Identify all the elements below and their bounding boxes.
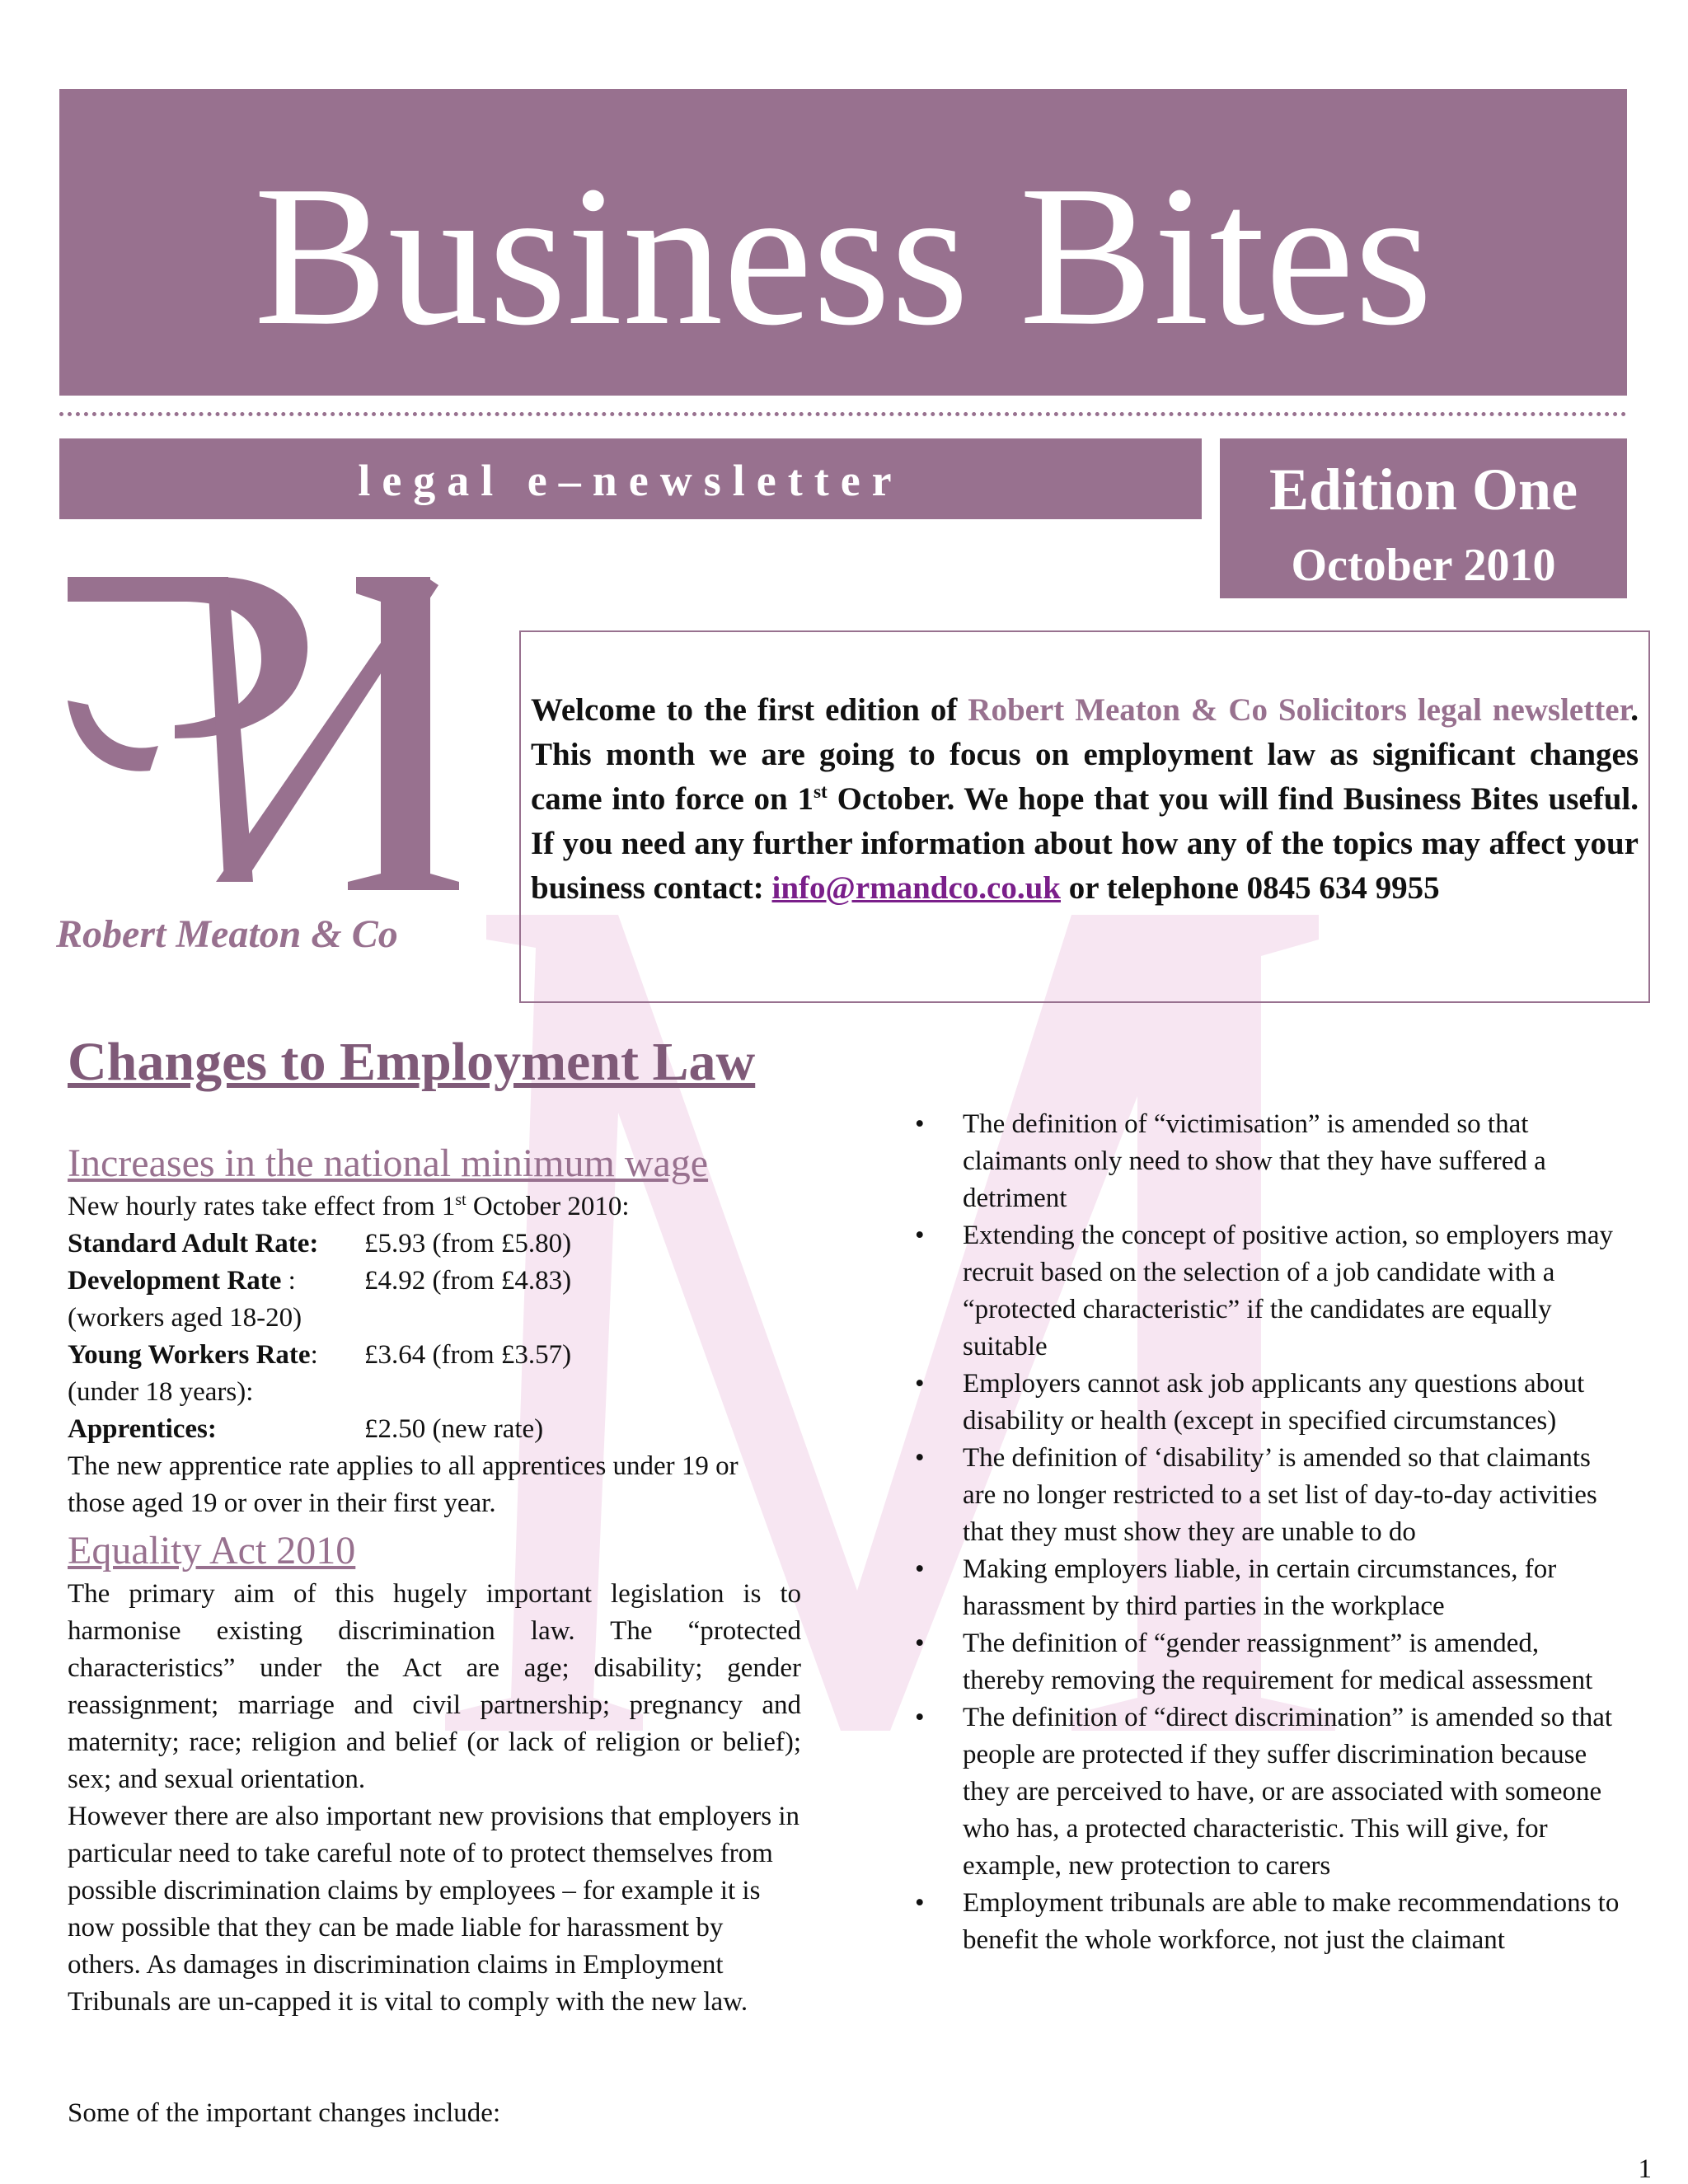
rate-value: £2.50 (new rate) [364, 1414, 544, 1444]
list-item: • The definition of ‘disability’ is amended so that claimants are no longer restricted to a set list of day-to-day activities that they must show they are unable to do [915, 1440, 1624, 1551]
minimum-wage-subheading: Increases in the national minimum wage [68, 1141, 709, 1185]
page-number: 1 [1638, 2154, 1652, 2184]
rate-label-row [68, 1263, 296, 1300]
equality-act-subheading: Equality Act 2010 [68, 1529, 356, 1572]
email-link[interactable]: info@rmandco.co.uk [771, 870, 1061, 906]
rate-label-suffix: : [310, 1340, 318, 1370]
wage-intro-text: New hourly rates take effect from 1 [68, 1192, 456, 1221]
subtitle-bar [59, 438, 1202, 519]
article-heading: Changes to Employment Law [68, 1032, 756, 1092]
firm-name-link-text: Robert Meaton & Co Solicitors legal newsletter [968, 692, 1631, 728]
list-item: • Extending the concept of positive action, so employers may recruit based on the selection of a job candidate with a “protected characteristic” if the candidates are equally suitable [915, 1217, 1624, 1366]
rm-logo-icon [51, 569, 463, 890]
edition-date: October 2010 [1291, 540, 1556, 591]
rate-label-row [68, 1337, 318, 1374]
ordinal-suffix: st [813, 781, 828, 803]
equality-paragraph: However there are also important new provisions that employers in particular need to take careful note of to protect themselves from possible discrimination claims by employees – for example it is now possible that they can be made liable for harassment by others. As damages in discrimination claims in Employment Tribunals are un-capped it is vital to comply with the new law. [68, 1802, 800, 2017]
dotted-divider [59, 412, 1627, 416]
rate-label-suffix: : [281, 1266, 296, 1296]
rate-value: £5.93 (from £5.80) [364, 1229, 572, 1258]
newsletter-subtitle: legal e–newsletter [358, 456, 903, 505]
masthead-banner [59, 89, 1627, 396]
welcome-text-part: Welcome to the first edition of [531, 692, 968, 728]
welcome-text [531, 688, 1639, 911]
rate-note: (under 18 years): [68, 1377, 254, 1407]
changes-intro: Some of the important changes include: [68, 2098, 501, 2128]
rate-label: Development Rate [68, 1266, 282, 1296]
welcome-text-part: or telephone 0845 634 9955 [1061, 870, 1440, 906]
rate-note: (workers aged 18-20) [68, 1303, 302, 1333]
wage-intro-text: October 2010: [466, 1192, 630, 1221]
equality-paragraph: The primary aim of this hugely important legislation is to harmonise existing discrimination law. The “protected characteristics” under the Act are age; disability; gender reassignment; marriage and civil partnership; pregnancy and maternity; race; religion and belief (or lack of religion or belief); sex; and sexual orientation. [68, 1579, 801, 1794]
wage-intro [68, 1188, 630, 1226]
newsletter-title: Business Bites [253, 144, 1433, 367]
list-item: • The definition of “victimisation” is amended so that claimants only need to show that they have suffered a detriment [915, 1106, 1624, 1217]
rate-label: Standard Adult Rate: [68, 1229, 319, 1258]
welcome-box [519, 630, 1650, 1003]
ordinal-suffix: st [455, 1191, 467, 1209]
firm-name-caption: Robert Meaton & Co [56, 912, 398, 956]
changes-list [915, 1106, 1624, 1959]
rate-label: Apprentices: [68, 1414, 217, 1444]
rate-value: £4.92 (from £4.83) [364, 1266, 572, 1296]
welcome-text-part: October. We hope that you will find Business Bites useful. If you need any further information about how any of the topics may affect your business contact: [531, 781, 1639, 906]
rate-value: £3.64 (from £3.57) [364, 1340, 572, 1370]
list-item: • The definition of “direct discrimination” is amended so that people are protected if they suffer discrimination because they are perceived to have, or are associated with someone who has, a protected characteristic. This will give, for example, new protection to carers [915, 1699, 1624, 1885]
list-item: • Employers cannot ask job applicants any questions about disability or health (except in specified circumstances) [915, 1366, 1624, 1440]
rate-label: Young Workers Rate [68, 1340, 311, 1370]
edition-box [1220, 438, 1627, 598]
welcome-text-part: . This month we are going to focus on employment law as significant changes came into force on 1 [531, 692, 1639, 817]
edition-title: Edition One [1268, 457, 1578, 523]
list-item: • Employment tribunals are able to make recommendations to benefit the whole workforce, not just the claimant [915, 1885, 1624, 1959]
list-item: • Making employers liable, in certain circumstances, for harassment by third parties in the workplace [915, 1551, 1624, 1625]
list-item: • The definition of “gender reassignment” is amended, thereby removing the requirement for medical assessment [915, 1625, 1624, 1699]
apprentice-note: The new apprentice rate applies to all apprentices under 19 or those aged 19 or over in their first year. [68, 1451, 738, 1518]
